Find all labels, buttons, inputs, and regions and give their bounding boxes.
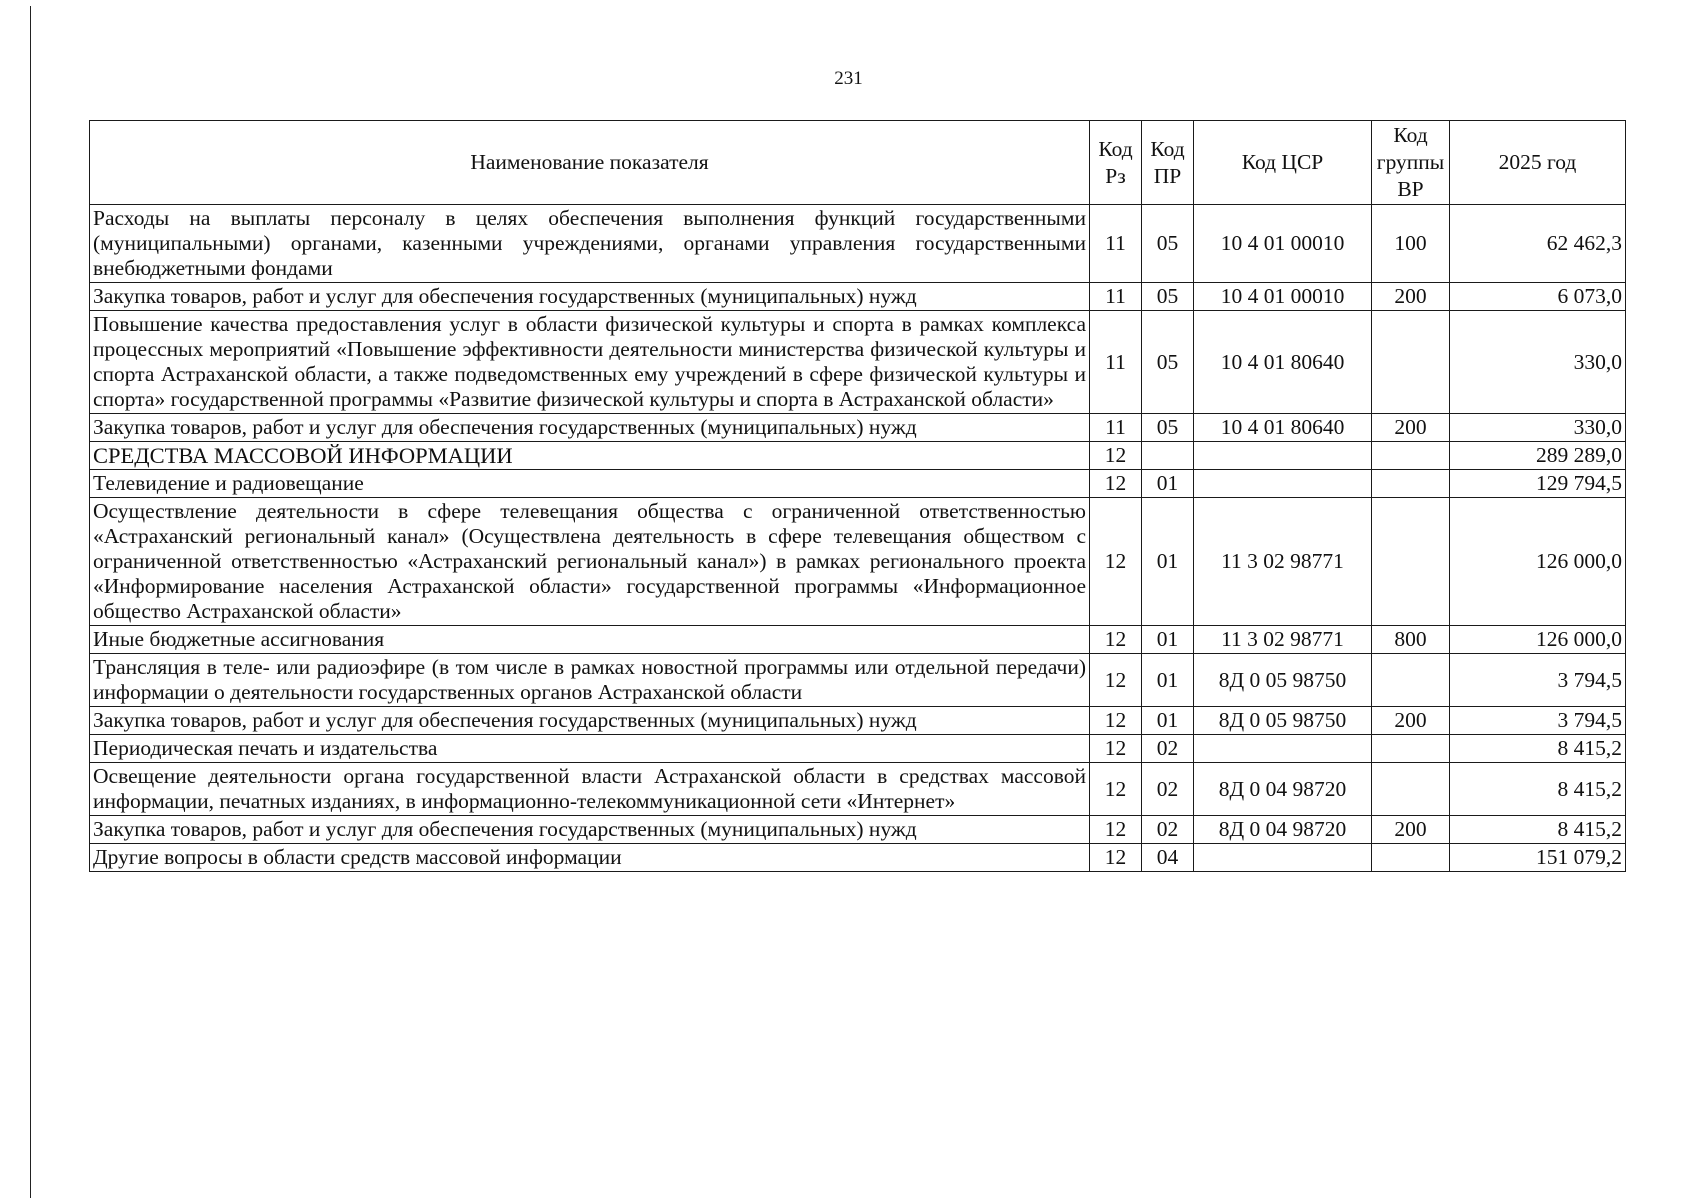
row-name: Иные бюджетные ассигнования [90,626,1090,654]
row-name: Расходы на выплаты персоналу в целях обеспечения выполнения функций государственными (муниципальными) органами, казенными учреждениями, органами управления государственными внебюджетными фондами [90,205,1090,283]
row-rz: 12 [1090,470,1142,498]
binding-margin-line [30,6,31,1198]
row-csr: 11 3 02 98771 [1194,498,1372,626]
row-csr [1194,735,1372,763]
row-vr: 200 [1372,414,1450,442]
row-amount: 8 415,2 [1450,735,1626,763]
table-row [90,470,1626,498]
header-pr: Код ПР [1142,121,1194,205]
row-amount: 3 794,5 [1450,654,1626,707]
row-name: Осуществление деятельности в сфере телевещания общества с ограниченной ответственностью «Астраханский региональный канал» (Осуществлена деятельность в сфере телевещания обществом с ограниченной ответственностью «Астраханский региональный канал») в рамках регионального проекта «Информирование населения Астраханской области» государственной программы «Информационное общество Астраханской области» [90,498,1090,626]
row-csr [1194,442,1372,470]
page-number: 231 [834,68,863,89]
row-vr: 200 [1372,707,1450,735]
row-vr [1372,763,1450,816]
row-amount: 330,0 [1450,414,1626,442]
header-vr: Код группы ВР [1372,121,1450,205]
row-vr [1372,470,1450,498]
row-rz: 12 [1090,626,1142,654]
row-vr [1372,498,1450,626]
row-vr: 200 [1372,816,1450,844]
row-vr: 200 [1372,283,1450,311]
header-csr: Код ЦСР [1194,121,1372,205]
row-rz: 12 [1090,442,1142,470]
row-pr [1142,442,1194,470]
table-header-row [90,121,1626,205]
row-rz: 11 [1090,311,1142,414]
row-csr: 10 4 01 80640 [1194,414,1372,442]
row-pr: 01 [1142,470,1194,498]
row-vr: 800 [1372,626,1450,654]
row-name: Закупка товаров, работ и услуг для обеспечения государственных (муниципальных) нужд [90,707,1090,735]
row-pr: 02 [1142,816,1194,844]
row-pr: 01 [1142,654,1194,707]
row-pr: 02 [1142,735,1194,763]
row-name: Закупка товаров, работ и услуг для обеспечения государственных (муниципальных) нужд [90,414,1090,442]
row-csr: 8Д 0 04 98720 [1194,816,1372,844]
row-pr: 02 [1142,763,1194,816]
row-csr: 8Д 0 04 98720 [1194,763,1372,816]
row-csr: 10 4 01 00010 [1194,205,1372,283]
table-row [90,311,1626,414]
row-amount: 6 073,0 [1450,283,1626,311]
table-row [90,844,1626,872]
row-rz: 11 [1090,283,1142,311]
table-row [90,654,1626,707]
row-name: Другие вопросы в области средств массовой информации [90,844,1090,872]
row-pr: 01 [1142,707,1194,735]
row-csr: 8Д 0 05 98750 [1194,654,1372,707]
row-name: Трансляция в теле- или радиоэфире (в том числе в рамках новостной программы или отдельной передачи) информации о деятельности государственных органов Астраханской области [90,654,1090,707]
row-name: Закупка товаров, работ и услуг для обеспечения государственных (муниципальных) нужд [90,283,1090,311]
table-row [90,707,1626,735]
budget-table [89,120,1626,872]
row-amount: 8 415,2 [1450,763,1626,816]
row-amount: 8 415,2 [1450,816,1626,844]
row-csr: 10 4 01 80640 [1194,311,1372,414]
row-csr: 11 3 02 98771 [1194,626,1372,654]
row-csr [1194,470,1372,498]
row-csr: 8Д 0 05 98750 [1194,707,1372,735]
row-rz: 12 [1090,735,1142,763]
row-amount: 126 000,0 [1450,498,1626,626]
table-row [90,763,1626,816]
row-amount: 126 000,0 [1450,626,1626,654]
row-pr: 01 [1142,498,1194,626]
row-rz: 12 [1090,844,1142,872]
row-pr: 04 [1142,844,1194,872]
row-amount: 129 794,5 [1450,470,1626,498]
row-vr: 100 [1372,205,1450,283]
table-row [90,205,1626,283]
table-row [90,414,1626,442]
header-rz: Код Рз [1090,121,1142,205]
table-row [90,498,1626,626]
row-amount: 62 462,3 [1450,205,1626,283]
row-pr: 05 [1142,414,1194,442]
table-row [90,735,1626,763]
row-pr: 05 [1142,311,1194,414]
row-name: Телевидение и радиовещание [90,470,1090,498]
row-amount: 289 289,0 [1450,442,1626,470]
row-vr [1372,311,1450,414]
row-rz: 11 [1090,414,1142,442]
table-row [90,626,1626,654]
row-pr: 05 [1142,283,1194,311]
row-vr [1372,844,1450,872]
row-name: Закупка товаров, работ и услуг для обеспечения государственных (муниципальных) нужд [90,816,1090,844]
row-rz: 12 [1090,763,1142,816]
row-amount: 3 794,5 [1450,707,1626,735]
row-amount: 330,0 [1450,311,1626,414]
row-pr: 05 [1142,205,1194,283]
row-rz: 12 [1090,707,1142,735]
row-amount: 151 079,2 [1450,844,1626,872]
header-name: Наименование показателя [90,121,1090,205]
header-year: 2025 год [1450,121,1626,205]
row-name: СРЕДСТВА МАССОВОЙ ИНФОРМАЦИИ [90,442,1090,470]
table-row [90,283,1626,311]
row-name: Периодическая печать и издательства [90,735,1090,763]
row-vr [1372,735,1450,763]
row-rz: 12 [1090,654,1142,707]
row-name: Освещение деятельности органа государственной власти Астраханской области в средствах массовой информации, печатных изданиях, в информационно-телекоммуникационной сети «Интернет» [90,763,1090,816]
row-rz: 12 [1090,816,1142,844]
row-vr [1372,654,1450,707]
row-rz: 12 [1090,498,1142,626]
row-rz: 11 [1090,205,1142,283]
row-csr: 10 4 01 00010 [1194,283,1372,311]
row-name: Повышение качества предоставления услуг в области физической культуры и спорта в рамках комплекса процессных мероприятий «Повышение эффективности деятельности министерства физической культуры и спорта Астраханской области, а также подведомственных ему учреждений в сфере физической культуры и спорта» государственной программы «Развитие физической культуры и спорта в Астраханской области» [90,311,1090,414]
row-vr [1372,442,1450,470]
table-row [90,442,1626,470]
row-csr [1194,844,1372,872]
table-row [90,816,1626,844]
row-pr: 01 [1142,626,1194,654]
